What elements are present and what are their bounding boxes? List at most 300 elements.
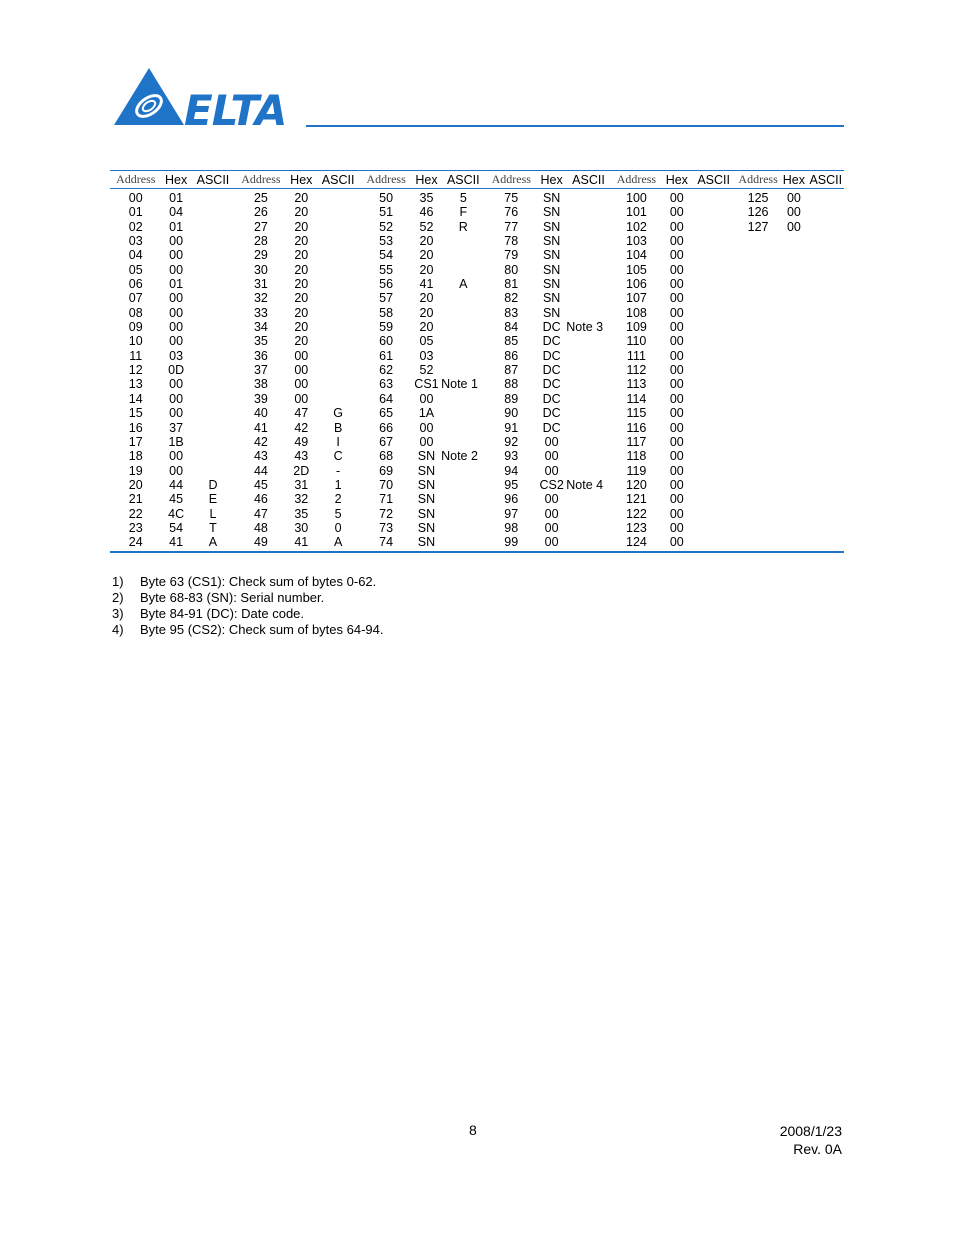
page-number: 8	[469, 1122, 477, 1138]
table-row	[110, 220, 844, 234]
table-cell	[780, 334, 807, 348]
table-cell: 1B	[168, 434, 184, 449]
table-cell: 42	[294, 420, 309, 435]
table-cell: 19	[128, 463, 143, 478]
table-cell: 00	[169, 377, 184, 392]
table-cell: 72	[379, 506, 394, 521]
table-cell: CS2	[539, 477, 564, 492]
table-cell: 00	[669, 449, 684, 464]
table-cell: 20	[419, 305, 434, 320]
table-cell	[691, 535, 735, 551]
table-cell: 52	[379, 219, 394, 234]
table-row	[110, 507, 844, 521]
table-cell: 112	[626, 363, 647, 378]
table-cell: 00	[169, 320, 184, 335]
table-cell	[566, 234, 610, 248]
table-cell	[441, 535, 485, 551]
table-cell: SN	[417, 449, 436, 464]
note-text: Byte 84-91 (DC): Date code.	[140, 606, 305, 621]
table-cell	[441, 234, 485, 248]
table-cell	[691, 449, 735, 463]
table-cell: 00	[669, 363, 684, 378]
table-cell: SN	[412, 535, 441, 551]
table-cell: 78	[504, 234, 519, 249]
table-cell	[441, 334, 485, 348]
table-row	[110, 392, 844, 406]
table-cell: DC	[542, 391, 561, 406]
table-cell	[316, 306, 360, 320]
table-cell: 00	[294, 363, 309, 378]
table-cell	[691, 478, 735, 492]
table-cell: A	[191, 535, 235, 551]
table-cell: 43	[253, 449, 268, 464]
table-cell	[780, 291, 807, 305]
table-cell: 13	[128, 377, 143, 392]
table-cell: 64	[379, 391, 394, 406]
table-cell	[736, 349, 780, 363]
table-cell: 97	[504, 506, 519, 521]
table-cell	[808, 205, 844, 219]
table-cell: 26	[253, 205, 268, 220]
table-cell: 107	[626, 291, 647, 306]
table-cell	[780, 363, 807, 377]
note-number: 3)	[112, 606, 124, 621]
note-item	[112, 606, 384, 622]
table-cell	[691, 421, 735, 435]
table-cell: A	[316, 535, 360, 551]
table-row	[110, 248, 844, 262]
table-cell: 27	[253, 219, 268, 234]
table-cell	[736, 377, 780, 391]
table-cell: 03	[419, 348, 434, 363]
table-cell: 00	[169, 262, 184, 277]
table-cell: 00	[169, 234, 184, 249]
table-cell	[808, 277, 844, 291]
table-cell: 20	[419, 262, 434, 277]
table-cell: 79	[504, 248, 519, 263]
table-cell: 74	[360, 535, 411, 551]
table-cell	[691, 248, 735, 262]
table-cell: 00	[669, 262, 684, 277]
table-cell: 41	[161, 535, 190, 551]
table-cell	[780, 320, 807, 334]
table-cell	[808, 234, 844, 248]
table-cell	[808, 478, 844, 492]
table-cell	[316, 248, 360, 262]
table-cell: SN	[542, 277, 561, 292]
table-cell	[780, 521, 807, 535]
table-cell	[780, 234, 807, 248]
table-row	[110, 521, 844, 535]
table-cell	[691, 234, 735, 248]
table-cell: 00	[669, 334, 684, 349]
table-cell	[736, 478, 780, 492]
table-cell: 52	[419, 363, 434, 378]
table-cell: 20	[294, 305, 309, 320]
table-cell: 37	[253, 363, 268, 378]
table-cell	[691, 306, 735, 320]
table-row	[110, 535, 844, 551]
table-cell: 14	[128, 391, 143, 406]
table-cell	[691, 521, 735, 535]
table-cell	[691, 263, 735, 277]
table-cell: 80	[504, 262, 519, 277]
table-cell: 00	[669, 520, 684, 535]
table-cell	[566, 377, 610, 391]
table-cell: 20	[419, 320, 434, 335]
table-cell	[566, 334, 610, 348]
table-cell: 00	[294, 377, 309, 392]
table-cell: 29	[253, 248, 268, 263]
table-cell: 15	[128, 406, 143, 421]
table-cell: 20	[294, 334, 309, 349]
table-cell: 108	[626, 305, 647, 320]
table-cell: 00	[669, 277, 684, 292]
table-cell	[566, 263, 610, 277]
table-cell: 102	[626, 219, 647, 234]
table-cell: 00	[419, 420, 434, 435]
table-cell: SN	[542, 305, 561, 320]
table-cell	[441, 492, 485, 506]
column-header: Hex	[662, 171, 691, 189]
table-cell: A	[459, 277, 468, 292]
table-cell	[316, 334, 360, 348]
table-cell: 77	[504, 219, 519, 234]
table-cell: 49	[235, 535, 286, 551]
table-cell: 76	[504, 205, 519, 220]
table-cell	[316, 234, 360, 248]
table-cell	[808, 263, 844, 277]
table-cell: 00	[419, 391, 434, 406]
column-header: ASCII	[809, 172, 843, 187]
table-cell: 25	[253, 191, 268, 205]
table-cell: DC	[542, 406, 561, 421]
table-row	[110, 263, 844, 277]
table-cell: 03	[169, 348, 184, 363]
table-cell	[191, 220, 235, 234]
table-cell: 00	[669, 219, 684, 234]
table-cell: 126	[747, 205, 769, 220]
note-number: 4)	[112, 622, 124, 637]
table-cell	[316, 205, 360, 219]
table-cell: 2	[334, 492, 342, 507]
table-cell	[441, 406, 485, 420]
table-cell	[808, 334, 844, 348]
table-cell: 00	[294, 391, 309, 406]
table-cell	[736, 291, 780, 305]
table-cell	[566, 220, 610, 234]
table-cell	[736, 234, 780, 248]
table-cell: 73	[379, 520, 394, 535]
table-cell: DC	[542, 320, 561, 335]
table-cell: 123	[626, 520, 647, 535]
table-cell	[736, 306, 780, 320]
table-cell: D	[208, 477, 218, 492]
table-cell: 35	[419, 191, 434, 205]
table-cell	[441, 320, 485, 334]
table-cell	[736, 464, 780, 478]
table-cell: 20	[294, 291, 309, 306]
table-cell	[566, 492, 610, 506]
table-cell: 00	[669, 506, 684, 521]
table-cell	[441, 521, 485, 535]
column-header: Address	[235, 171, 286, 189]
table-row	[110, 449, 844, 463]
table-cell: 54	[169, 520, 184, 535]
table-row	[110, 421, 844, 435]
table-cell: 00	[537, 535, 566, 551]
table-cell: 20	[294, 320, 309, 335]
table-cell	[191, 189, 235, 206]
table-row	[110, 320, 844, 334]
table-cell	[566, 521, 610, 535]
table-row	[110, 363, 844, 377]
table-cell	[191, 306, 235, 320]
table-cell	[566, 189, 610, 206]
table-cell: 21	[128, 492, 143, 507]
table-cell	[191, 377, 235, 391]
table-cell: 92	[504, 434, 519, 449]
table-cell: 122	[626, 506, 647, 521]
table-cell	[691, 406, 735, 420]
table-cell: 62	[379, 363, 394, 378]
table-cell: 00	[544, 449, 559, 464]
table-row	[110, 464, 844, 478]
table-cell: 31	[253, 277, 268, 292]
table-cell: 91	[504, 420, 519, 435]
table-cell: 45	[253, 477, 268, 492]
table-cell: CS1	[414, 377, 439, 392]
table-cell: 01	[128, 205, 143, 220]
table-cell: 07	[128, 291, 143, 306]
column-header: Address	[360, 171, 411, 189]
table-cell: 1A	[418, 406, 435, 421]
table-cell	[691, 363, 735, 377]
table-cell	[736, 492, 780, 506]
table-cell	[808, 392, 844, 406]
table-cell: 17	[128, 434, 143, 449]
table-cell: 96	[504, 492, 519, 507]
table-cell	[316, 263, 360, 277]
table-cell	[691, 320, 735, 334]
table-cell: 20	[294, 219, 309, 234]
table-cell	[808, 406, 844, 420]
header-rule	[306, 125, 844, 127]
table-cell: 95	[504, 477, 519, 492]
table-cell	[191, 349, 235, 363]
table-cell: 38	[253, 377, 268, 392]
table-cell	[808, 220, 844, 234]
table-cell: 121	[626, 492, 647, 507]
table-cell: 03	[128, 234, 143, 249]
table-cell: 81	[504, 277, 519, 292]
table-cell: 00	[669, 205, 684, 220]
table-cell	[566, 406, 610, 420]
table-cell	[808, 377, 844, 391]
table-cell: 20	[419, 248, 434, 263]
table-cell	[441, 464, 485, 478]
table-cell: 00	[669, 320, 684, 335]
table-cell: 36	[253, 348, 268, 363]
column-header: Hex	[412, 171, 441, 189]
table-cell	[808, 363, 844, 377]
table-cell: 63	[379, 377, 394, 392]
table-cell: -	[336, 463, 341, 478]
table-cell: 20	[294, 277, 309, 292]
table-row	[110, 234, 844, 248]
table-cell: 01	[169, 219, 184, 234]
table-cell: F	[459, 205, 468, 220]
table-cell: T	[209, 520, 217, 535]
table-cell: 100	[626, 191, 647, 205]
table-cell	[441, 435, 485, 449]
table-cell: 18	[128, 449, 143, 464]
table-cell: 39	[253, 391, 268, 406]
table-cell	[808, 421, 844, 435]
table-cell	[736, 277, 780, 291]
table-cell: 61	[379, 348, 394, 363]
table-cell	[316, 291, 360, 305]
table-cell	[780, 464, 807, 478]
doc-revision: Rev. 0A	[793, 1141, 842, 1157]
note-item	[112, 574, 384, 590]
table-cell	[566, 421, 610, 435]
table-cell: 117	[626, 434, 647, 449]
table-cell: 00	[662, 535, 691, 551]
table-cell: 09	[128, 320, 143, 335]
table-cell: 00	[669, 377, 684, 392]
table-cell	[780, 478, 807, 492]
table-cell	[780, 349, 807, 363]
table-cell	[780, 449, 807, 463]
table-cell: 04	[169, 205, 184, 220]
table-cell: 00	[544, 520, 559, 535]
table-cell: 41	[287, 535, 316, 551]
table-cell	[691, 277, 735, 291]
table-cell: G	[333, 406, 343, 421]
table-cell	[316, 349, 360, 363]
table-cell: 16	[128, 420, 143, 435]
table-cell: 00	[128, 191, 143, 205]
table-cell: 12	[128, 363, 143, 378]
table-cell	[316, 220, 360, 234]
table-cell	[566, 449, 610, 463]
table-cell	[780, 248, 807, 262]
table-cell: 58	[379, 305, 394, 320]
table-cell: 37	[169, 420, 184, 435]
table-cell: 65	[379, 406, 394, 421]
table-cell	[566, 277, 610, 291]
table-cell	[780, 435, 807, 449]
table-cell	[691, 507, 735, 521]
table-cell	[316, 363, 360, 377]
table-cell: 00	[786, 219, 801, 234]
note-text: Byte 95 (CS2): Check sum of bytes 64-94.	[140, 622, 384, 637]
footer-meta	[780, 1122, 842, 1158]
table-cell	[808, 507, 844, 521]
column-header: Hex	[161, 171, 190, 189]
table-cell	[316, 377, 360, 391]
table-cell: 00	[669, 248, 684, 263]
table-cell: 101	[626, 205, 647, 220]
table-row	[110, 205, 844, 219]
table-cell	[566, 205, 610, 219]
table-cell: 103	[626, 234, 647, 249]
table-cell: 01	[169, 277, 184, 292]
table-cell	[441, 248, 485, 262]
table-cell: 110	[626, 334, 647, 349]
table-cell: 05	[128, 262, 143, 277]
table-cell: Note 3	[566, 320, 604, 335]
table-cell	[691, 220, 735, 234]
table-row	[110, 435, 844, 449]
table-cell: 20	[294, 191, 309, 205]
column-header: Address	[736, 171, 780, 189]
table-cell: SN	[542, 205, 561, 220]
table-cell	[691, 435, 735, 449]
table-cell: 22	[128, 506, 143, 521]
table-cell: 20	[294, 205, 309, 220]
table-cell	[441, 291, 485, 305]
table-cell: 30	[253, 262, 268, 277]
table-cell: 00	[169, 305, 184, 320]
table-cell: 51	[379, 205, 394, 220]
table-cell	[191, 320, 235, 334]
table-cell	[808, 535, 844, 551]
table-cell	[191, 392, 235, 406]
table-cell: 28	[253, 234, 268, 249]
table-cell: 94	[504, 463, 519, 478]
table-cell: 5	[459, 191, 467, 205]
table-cell: 68	[379, 449, 394, 464]
table-cell: 40	[253, 406, 268, 421]
table-cell: 00	[669, 477, 684, 492]
table-cell: 24	[110, 535, 161, 551]
table-cell: 104	[626, 248, 647, 263]
table-cell	[808, 248, 844, 262]
table-cell: 0D	[168, 363, 185, 378]
table-cell	[441, 478, 485, 492]
table-cell	[736, 248, 780, 262]
column-header: ASCII	[691, 171, 735, 189]
table-cell	[808, 189, 844, 206]
table-row	[110, 306, 844, 320]
table-cell: 87	[504, 363, 519, 378]
table-cell: 01	[169, 191, 184, 205]
table-cell: 20	[419, 234, 434, 249]
table-cell	[808, 435, 844, 449]
table-cell: 124	[611, 535, 662, 551]
table-cell: SN	[417, 506, 436, 521]
table-cell	[191, 464, 235, 478]
table-cell	[316, 392, 360, 406]
column-header: ASCII	[441, 171, 485, 189]
table-cell: L	[209, 506, 217, 521]
table-cell: SN	[542, 191, 561, 205]
table-cell: 56	[379, 277, 394, 292]
table-cell	[191, 421, 235, 435]
table-cell: 50	[379, 191, 394, 205]
table-cell	[780, 263, 807, 277]
table-cell	[566, 535, 610, 551]
table-cell	[441, 507, 485, 521]
column-header: Address	[611, 171, 662, 189]
table-cell: 41	[253, 420, 268, 435]
table-cell: I	[336, 434, 340, 449]
note-number: 2)	[112, 590, 124, 605]
table-cell: 41	[419, 277, 434, 292]
table-cell: 00	[294, 348, 309, 363]
